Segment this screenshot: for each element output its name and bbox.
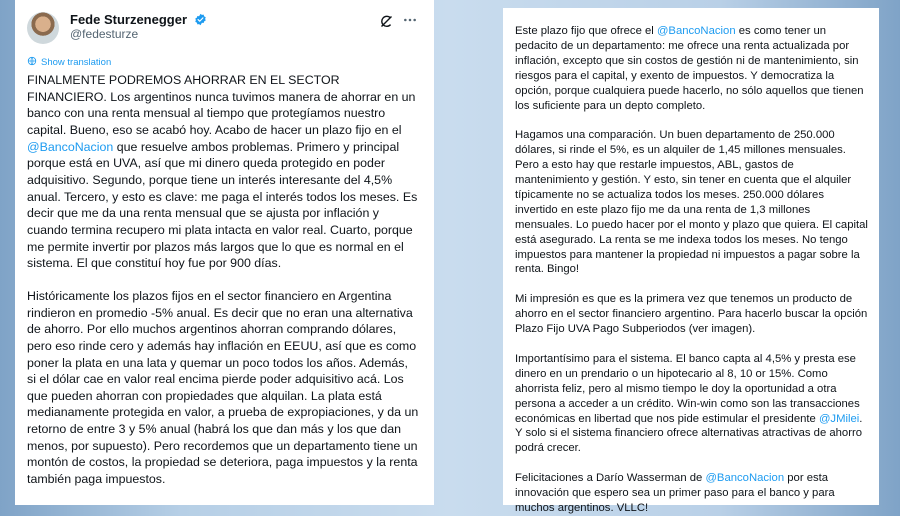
mention-link[interactable]: @BancoNacion (705, 472, 785, 485)
tweet-card-right (503, 8, 879, 514)
paragraph-gap (515, 456, 869, 471)
tweet-paragraph (515, 352, 869, 456)
author-name[interactable]: Fede Sturzenegger (70, 12, 188, 28)
paragraph-gap (27, 272, 420, 288)
tweet-paragraph (515, 24, 869, 113)
author-handle[interactable]: @fedesturze (70, 27, 139, 42)
paragraph-text: Felicitaciones a Darío Wasserman de (515, 472, 706, 485)
grok-icon[interactable] (379, 14, 394, 29)
mention-link[interactable]: @BancoNacion (656, 25, 736, 37)
tweet-paragraph (27, 72, 420, 272)
paragraph-gap (515, 337, 869, 352)
paragraph-text: que resuelve ambos problemas. Primero y principal porque está en UVA, así que mi dinero queda protegido en poder adquisitivo. Segundo, porque tiene un interés interesante del 4,5% anual. Tercero, y esto es clave: me paga el interés todos los meses. Es decir que me da una renta mensual que se ajusta por inflación y cuando termina recupero mi plata intacta en valor real. Cuarto, porque me permite invertir por plazos más largos que lo que es normal en el sistema. El que constituí hoy fue por 900 días. (27, 139, 418, 271)
paragraph-gap (515, 113, 869, 128)
mention-link[interactable]: @JMilei (818, 412, 860, 425)
mention-link[interactable]: @BancoNacion (27, 139, 114, 154)
tweet-paragraph: Históricamente los plazos fijos en el sector financiero en Argentina rindieron en promedio -5% anual. Es decir que no eran una alternativa de ahorro. Por ello muchos argentinos ahorran comprando dólares, pero eso rinde cero y además hay inflación en EEUU, así que es como poner la plata en una lata y quemar un poco todos los años. Además, si el dólar cae en valor real encima pierde poder adquisitivo acá. Los que pueden ahorran con propiedades que alquilan. La plata está medianamente protegida en valor, a prueba de expropiaciones, y da un retorno de entre 3 y 5% anual (habrá los que dan más y los que dan menos, por supuesto). Pero recordemos que un departamento tiene un montón de costos, la propiedad se deteriora, paga impuestos y la renta también paga impuestos. (27, 288, 419, 487)
verified-badge-icon (194, 13, 207, 26)
show-translation-link[interactable] (27, 54, 420, 72)
author-block (70, 12, 207, 42)
paragraph-gap (515, 277, 869, 292)
tweet-header (27, 0, 420, 48)
tweet-paragraph: Hagamos una comparación. Un buen departamento de 250.000 dólares, si rinde el 5%, es un alquiler de 1,45 millones mensuales. Pero a esto hay que restarle impuestos, ABL, gastos de mantenimiento y gestión. Y esto, sin tener en cuenta que el alquiler típicamente no se actualiza todos los meses. 250.000 dólares invertido en este plazo fijo me da una renta de 1,3 millones mensuales. Lo puedo hacer por el monto y plazo que quiera. El capital está asegurado. La renta se me indexa todos los meses. No tengo impuestos para mantener la propiedad ni impuestos a pagar sobre la renta. Bingo! (515, 129, 868, 276)
tweet-paragraph: Mi impresión es que es la primera vez que tenemos un producto de ahorro en el sector financiero argentino. Para hacerlo buscar la opción Plazo Fijo UVA Pago Subperiodos (ver imagen). (515, 293, 868, 336)
paragraph-text: Importantísimo para el sistema. El banco capta al 4,5% y presta ese dinero en un prendario o un hipotecario al 8, 10 or 15%. Como ahorrista feliz, pero al mismo tiempo le doy la oportunidad a otra persona a acceder a un crédito. Win-win como son las transacciones económicas en libertad que nos pide estimular el presidente (515, 352, 860, 425)
paragraph-text: Este plazo fijo que ofrece el (515, 25, 657, 37)
tweet-paragraph (515, 471, 869, 516)
paragraph-text: . Y solo si el sistema financiero ofrece alternativas atractivas de ahorro podrá crecer. (515, 412, 863, 455)
paragraph-text: es como tener un pedacito de un departamento: me ofrece una renta actualizada por inflación, excepto que sin costos de gestión ni de mantenimiento, sin riesgos para el capital, y exento de impuestos. Y democratiza la opción, porque cualquiera puede hacerlo, no sólo aquellos que tienen los suficiente para un depto completo. (515, 25, 864, 112)
tweet-card-left (15, 0, 434, 505)
show-translation-label[interactable]: Show translation (41, 57, 112, 68)
more-icon[interactable] (402, 12, 418, 28)
avatar[interactable] (27, 12, 59, 44)
paragraph-text: FINALMENTE PODREMOS AHORRAR EN EL SECTOR FINANCIERO. Los argentinos nunca tuvimos manera de ahorrar en un banco con una renta mensual al tiempo que protegíamos nuestro capital. Bueno, eso se acabó hoy. Acabo de hacer un plazo fijo en el (27, 73, 416, 137)
paragraph-text: por esta innovación que espero sea un primer paso para el banco y para muchos argentinos. VLLC! (515, 472, 835, 514)
globe-icon (27, 56, 37, 66)
